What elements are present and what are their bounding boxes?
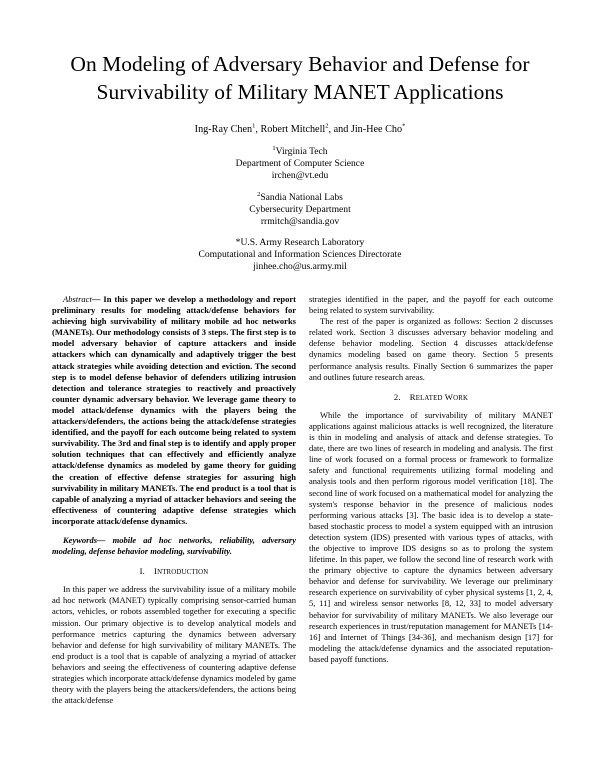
affiliation-email: jinhee.cho@us.army.mil [253,261,347,273]
section-number: I. [139,566,146,577]
left-column [52,294,296,706]
keywords: Keywords— mobile ad hoc networks, reliability, adversary modeling, defense behavior modeling, survivability. [52,534,296,557]
author-chen: Ing-Ray Chen [194,124,253,135]
section-title-initial: I [154,566,158,577]
section-number: 2. [393,391,401,402]
affiliation-army-lab [0,237,600,274]
author-cho: Jin-Hee Cho [350,124,403,135]
affiliation-email: rrmitch@sandia.gov [260,216,340,228]
section-title-rest: ORK [453,394,469,402]
section-heading-introduction [52,566,296,578]
affiliation-dept: Cybersecurity Department [249,204,351,216]
affiliation-mark: 2 [257,190,261,198]
affiliation-sandia [0,192,600,229]
introduction-continuation: strategies identified in the paper, and the payoff for each outcome being related to system survivability. [309,294,553,316]
author-separator: , and [328,124,351,135]
section-title-initial: W [444,391,454,402]
affiliation-dept: Computational and Information Sciences Directorate [198,249,402,261]
abstract [52,294,296,527]
section-title-rest: NTRODUCTION [157,569,209,577]
abstract-lead: Abstract [63,294,92,304]
paper-title [20,50,580,106]
organization-paragraph: The rest of the paper is organized as follows: Section 2 discusses related work. Section 3 discusses adversary behavior modeling and defense behavior modeling. Section 4 discusses attack/defense dynamics modeling based on game theory. Section 5 presents performance analysis results. Finally Section 6 summarizes the paper and outlines future research areas. [309,316,553,382]
author-mitchell: Robert Mitchell [260,124,326,135]
introduction-paragraph: In this paper we address the survivability issue of a military mobile ad hoc network (MANET) typically comprising sensor-carried human actors, vehicles, or robots assembled together for executing a specific mission. Our primary objective is to develop analytical models and performance metrics capturing the dynamics between adversary behavior and defense for high survivability of military MANETs. The end product is a tool that is capable of analyzing a myriad of attacker behaviors and seeing the effectiveness of countering adaptive defense strategies which incorporate attack/defense dynamics modeled by game theory with the players being the attackers/defenders, the actions being the attack/defense [52,584,296,706]
affiliation-dept: Department of Computer Science [235,158,365,170]
affiliation-virginia-tech [0,146,600,183]
abstract-text: In this paper we develop a methodology and report preliminary results for modeling attack/defense behaviors for achieving high survivability of military mobile ad hoc networks (MANETs). Our methodology consists of 3 steps. The first step is to model adversary behavior of capture attackers and inside attackers which can dynamically and adaptively trigger the best attack strategies while avoiding detection and eviction. The second step is to model defense behavior of defenders utilizing intrusion detection and tolerance strategies to reactively and proactively counter dynamic adversary behavior. We leverage game theory to model attack/defense dynamics with the players being the attackers/defenders, the actions being the attack/defense strategies identified, and the payoff for each outcome being related to system survivability. The 3rd and final step is to identify and apply proper solution techniques that can effectively and efficiently analyze attack/defense dynamics as modeled by game theory for guiding the creation of effective defense strategies for assuring high survivability in military MANETs. The end product is a tool that is capable of analyzing a myriad of attacker behaviors and seeing the effectiveness of countering adaptive defense strategies which incorporate attack/defense dynamics. [52,294,297,526]
affiliation-email: irchen@vt.edu [271,170,329,182]
author-line [0,124,600,135]
section-title-initial: R [409,391,416,402]
title-line-2: Survivability of Military MANET Applications [96,80,504,104]
author-chen-mark: 1 [252,122,256,130]
section-title-rest: ELATED [415,394,443,402]
author-separator: , [255,124,261,135]
right-column [309,294,553,665]
author-mitchell-mark: 2 [325,122,329,130]
title-line-1: On Modeling of Adversary Behavior and Defense for [70,52,530,76]
related-work-paragraph: While the importance of survivability of military MANET applications against malicious attacks is well recognized, the literature is thin in modeling and analysis of attack and defense strategies. To date, there are two lines of research in modeling and analysis. The first line of work focused on a formal process or framework to formalize safety and functional requirements utilizing formal modeling and analysis tools and then perform rigorous model verification [18]. The second line of work focused on a mathematical model for analyzing the system's response behavior in the presence of malicious nodes performing various attacks [3]. The basic idea is to develop a state-based stochastic process to model a system equipped with an intrusion detection system (IDS) presented with various types of attacks, with the objective to improve IDS designs so as to prolong the system lifetime. In this paper, we follow the second line of research work with the primary objective to capture the dynamics between adversary behavior and defense for survivability. We leverage our preliminary research experience on survivability of cyber physical systems [1, 2, 4, 5, 11] and wireless sensor networks [8, 12, 33] to model adversary behavior for survivability of military MANETs. We also leverage our research experiences in trust/reputation management for MANETs [14-16] and Internet of Things [34-36], and mechanism design [17] for modeling the attack/defense dynamics and the associated reputation-based payoff functions. [309,409,553,664]
affiliation-name: Virginia Tech [275,146,328,157]
author-cho-mark: * [402,122,406,130]
section-heading-related-work [309,392,553,404]
abstract-dash: — [91,294,104,304]
affiliation-mark: * [235,237,241,248]
affiliation-mark: 1 [272,144,276,152]
affiliation-name: Sandia National Labs [260,192,343,203]
affiliation-name: U.S. Army Research Laboratory [240,237,365,248]
